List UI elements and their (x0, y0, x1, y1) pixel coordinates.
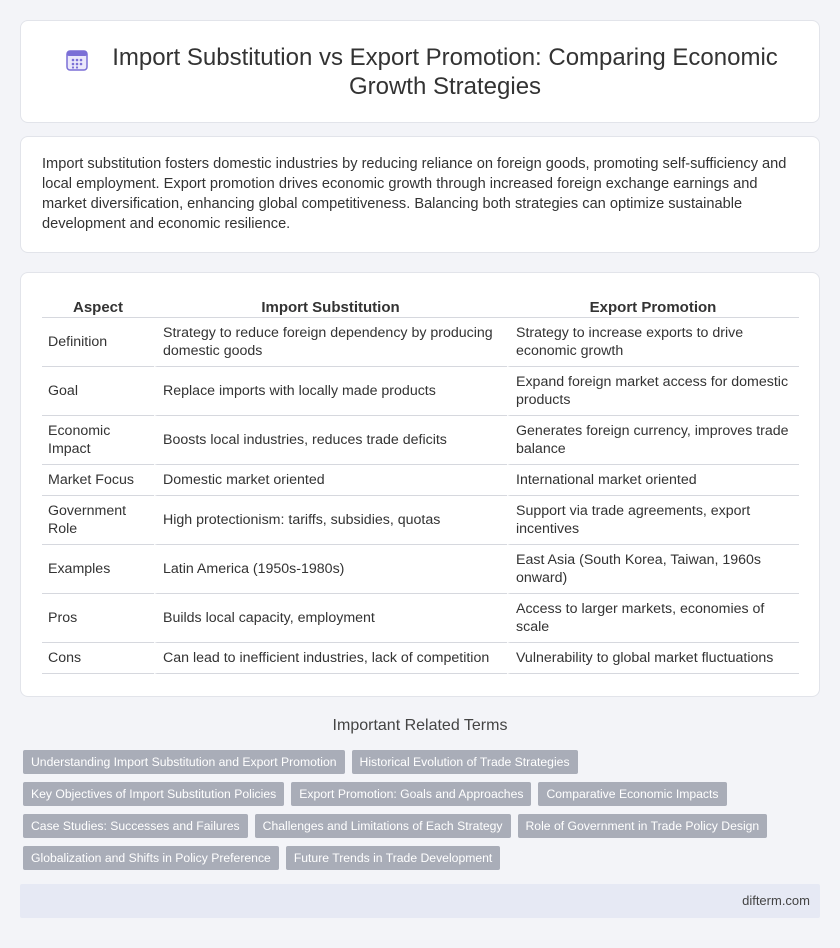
column-header-export: Export Promotion (507, 296, 799, 318)
related-term-tag[interactable]: Role of Government in Trade Policy Design (518, 814, 768, 838)
table-row (42, 367, 799, 416)
table-row (42, 496, 799, 545)
site-link[interactable]: difterm.com (742, 893, 810, 908)
aspect-cell: Examples (42, 545, 154, 594)
tag-row (23, 846, 823, 870)
export-cell: Strategy to increase exports to drive economic growth (507, 318, 799, 367)
aspect-cell: Cons (42, 643, 154, 674)
related-terms-title: Important Related Terms (332, 717, 508, 734)
import-cell: Replace imports with locally made products (154, 367, 507, 416)
table-header-row (42, 296, 799, 318)
column-header-import: Import Substitution (154, 296, 507, 318)
related-terms-list (23, 750, 823, 878)
comparison-table-card (20, 272, 820, 697)
aspect-cell: Market Focus (42, 465, 154, 496)
comparison-table (42, 296, 799, 674)
tag-row (23, 782, 823, 806)
related-term-tag[interactable]: Key Objectives of Import Substitution Policies (23, 782, 284, 806)
table-row (42, 416, 799, 465)
related-term-tag[interactable]: Challenges and Limitations of Each Strategy (255, 814, 511, 838)
aspect-cell: Goal (42, 367, 154, 416)
table-row (42, 594, 799, 643)
related-term-tag[interactable]: Export Promotion: Goals and Approaches (291, 782, 531, 806)
related-term-tag[interactable]: Historical Evolution of Trade Strategies (352, 750, 578, 774)
export-cell: East Asia (South Korea, Taiwan, 1960s onward) (507, 545, 799, 594)
import-cell: Domestic market oriented (154, 465, 507, 496)
export-cell: International market oriented (507, 465, 799, 496)
summary-text: Import substitution fosters domestic industries by reducing reliance on foreign goods, promoting self-sufficiency and local employment. Export promotion drives economic growth through increased foreign exchange earnings and market diversification, enhancing global competitiveness. Balancing both strategies can optimize sustainable development and economic resilience. (42, 156, 787, 232)
import-cell: High protectionism: tariffs, subsidies, quotas (154, 496, 507, 545)
export-cell: Vulnerability to global market fluctuations (507, 643, 799, 674)
export-cell: Support via trade agreements, export incentives (507, 496, 799, 545)
aspect-cell: Government Role (42, 496, 154, 545)
table-row (42, 643, 799, 674)
import-cell: Can lead to inefficient industries, lack of competition (154, 643, 507, 674)
page-title: Import Substitution vs Export Promotion: Comparing Economic Growth Strategies (112, 44, 778, 100)
related-term-tag[interactable]: Understanding Import Substitution and Export Promotion (23, 750, 345, 774)
related-term-tag[interactable]: Globalization and Shifts in Policy Preference (23, 846, 279, 870)
aspect-cell: Economic Impact (42, 416, 154, 465)
summary-card (20, 136, 820, 253)
footer (20, 884, 820, 918)
export-cell: Expand foreign market access for domestic products (507, 367, 799, 416)
related-term-tag[interactable]: Case Studies: Successes and Failures (23, 814, 248, 838)
related-term-tag[interactable]: Comparative Economic Impacts (538, 782, 726, 806)
related-term-tag[interactable]: Future Trends in Trade Development (286, 846, 501, 870)
aspect-cell: Pros (42, 594, 154, 643)
table-row (42, 545, 799, 594)
export-cell: Access to larger markets, economies of scale (507, 594, 799, 643)
aspect-cell: Definition (42, 318, 154, 367)
table-row (42, 318, 799, 367)
import-cell: Latin America (1950s-1980s) (154, 545, 507, 594)
export-cell: Generates foreign currency, improves trade balance (507, 416, 799, 465)
table-row (42, 465, 799, 496)
column-header-aspect: Aspect (42, 296, 154, 318)
import-cell: Strategy to reduce foreign dependency by producing domestic goods (154, 318, 507, 367)
title-card (20, 20, 820, 123)
tag-row (23, 750, 823, 774)
import-cell: Boosts local industries, reduces trade deficits (154, 416, 507, 465)
import-cell: Builds local capacity, employment (154, 594, 507, 643)
tag-row (23, 814, 823, 838)
